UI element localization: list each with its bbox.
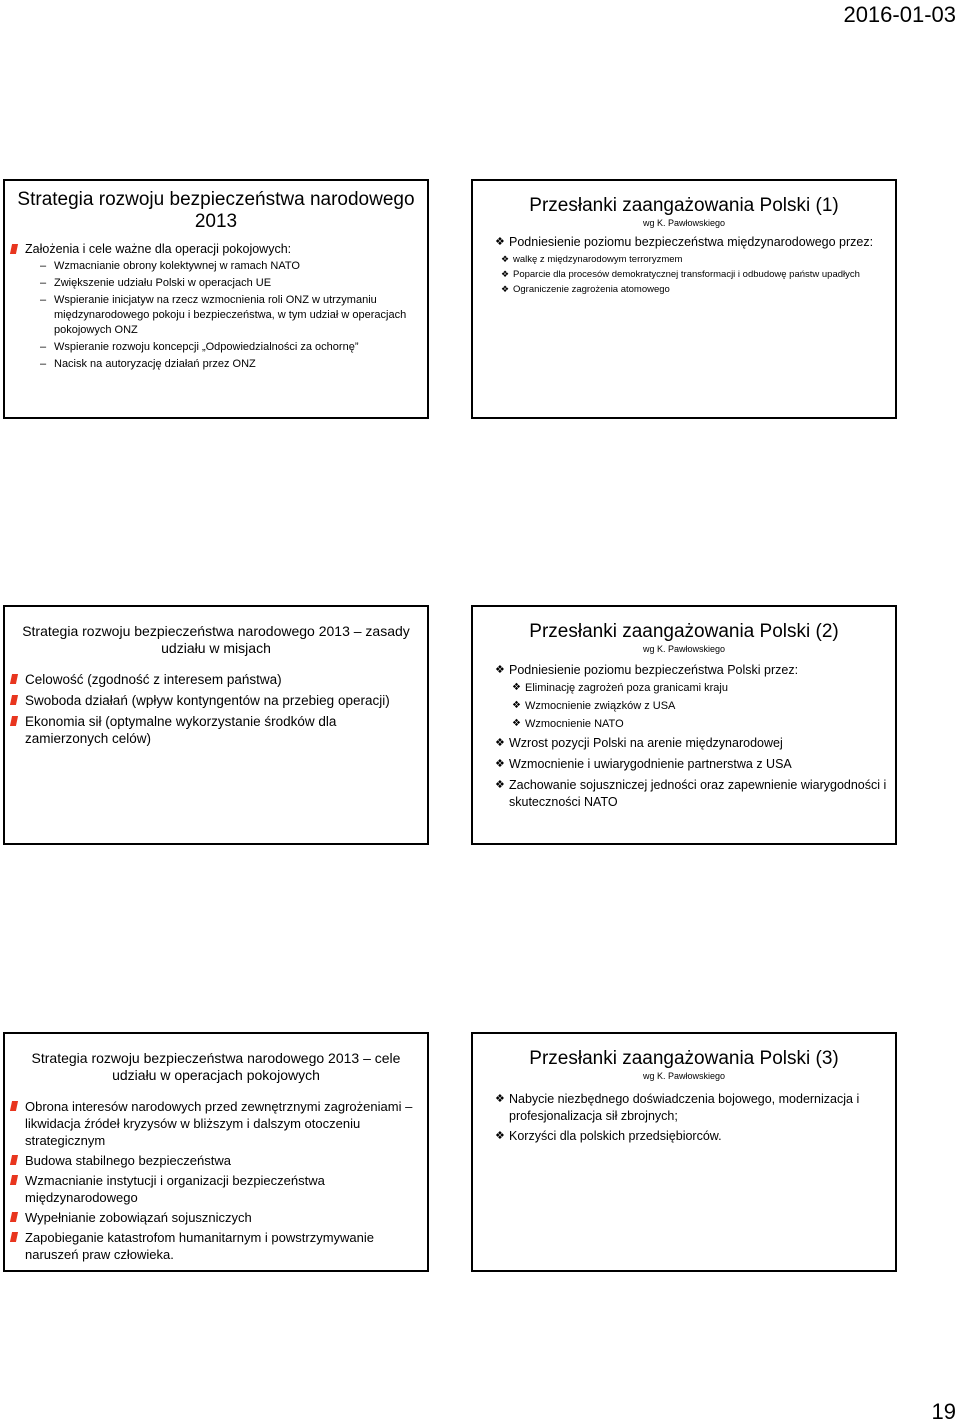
- diamond-item: ❖ Podniesienie poziomu bezpieczeństwa międzynarodowego przez:: [495, 235, 874, 249]
- page-number: 19: [931, 1399, 956, 1424]
- diamond-bullet-icon: ❖: [495, 737, 505, 749]
- slide-title: Przesłanki zaangażowania Polski (1): [529, 195, 839, 216]
- slide-title: Strategia rozwoju bezpieczeństwa narodowego 2013 – zasady udziału w misjach: [22, 623, 410, 656]
- slide-title: Przesłanki zaangażowania Polski (3): [529, 1048, 839, 1069]
- diamond-bullet-icon: ❖: [512, 700, 521, 711]
- slide-1: [3, 179, 429, 419]
- bullet-item: Założenia i cele ważne dla operacji pokojowych:: [5, 241, 417, 257]
- diamond-bullet-icon: ❖: [512, 718, 521, 729]
- bullet-marker-icon: [10, 695, 18, 705]
- bullet-item: Budowa stabilnego bezpieczeństwa: [5, 1152, 417, 1169]
- sub-item: – Wzmacnianie obrony kolektywnej w ramach NATO: [40, 260, 300, 272]
- bullet-item: Zapobieganie katastrofom humanitarnym i powstrzymywanie naruszeń praw człowieka.: [5, 1229, 417, 1263]
- slide-4: [471, 605, 897, 845]
- sub-item: – Wspieranie rozwoju koncepcji „Odpowiedzialności za ochornę”: [40, 341, 359, 353]
- bullet-marker-icon: [10, 716, 18, 726]
- bullet-marker-icon: [10, 1101, 18, 1111]
- bullet-marker-icon: [10, 1212, 18, 1222]
- diamond-bullet-icon: ❖: [495, 664, 505, 676]
- bullet-item: Celowość (zgodność z interesem państwa): [5, 671, 417, 688]
- diamond-item: ❖ Zachowanie sojuszniczej jedności oraz zapewnienie wiarygodności i skuteczności NATO: [495, 778, 887, 809]
- diamond-bullet-icon: ❖: [495, 1093, 505, 1105]
- bullet-marker-icon: [10, 674, 18, 684]
- slide-subtitle: wg K. Pawłowskiego: [642, 218, 726, 228]
- diamond-bullet-icon: ❖: [501, 284, 510, 294]
- diamond-item: ❖ Korzyści dla polskich przedsiębiorców.: [495, 1129, 722, 1143]
- diamond-item: ❖ Nabycie niezbędnego doświadczenia bojowego, modernizacja i profesjonalizacja sił zbrojnych;: [495, 1092, 860, 1123]
- diamond-bullet-icon: ❖: [501, 254, 510, 264]
- slide-subtitle: wg K. Pawłowskiego: [642, 1071, 726, 1081]
- bullet-marker-icon: [10, 1232, 18, 1242]
- slide-subtitle: wg K. Pawłowskiego: [642, 644, 726, 654]
- slide-title: Przesłanki zaangażowania Polski (2): [529, 621, 839, 642]
- diamond-item: ❖ Wzrost pozycji Polski na arenie międzynarodowej: [495, 736, 783, 750]
- bullet-marker-icon: [10, 244, 18, 254]
- bullet-item: Wzmacnianie instytucji i organizacji bezpieczeństwa międzynarodowego: [5, 1172, 417, 1206]
- diamond-bullet-icon: ❖: [495, 236, 505, 248]
- bullet-item: Swoboda działań (wpływ kontyngentów na przebieg operacji): [5, 692, 417, 709]
- diamond-item: ❖ Wzmocnienie i uwiarygodnienie partnerstwa z USA: [495, 757, 792, 771]
- slide-6: [471, 1032, 897, 1272]
- sub-item: – Zwiększenie udziału Polski w operacjach UE: [40, 277, 272, 289]
- diamond-bullet-icon: ❖: [495, 758, 505, 770]
- sub-item: ❖ Eliminację zagrożeń poza granicami kraju: [473, 679, 885, 697]
- sub-item: – Wspieranie inicjatyw na rzecz wzmocnienia roli ONZ w utrzymaniu międzynarodowego pokoju i bezpieczeństwa, w tym udział w operacjach pokojowych ONZ: [40, 294, 407, 336]
- sub-item: ❖ Ograniczenie zagrożenia atomowego: [501, 284, 670, 295]
- bullet-item: Ekonomia sił (optymalne wykorzystanie środków dla zamierzonych celów): [5, 713, 417, 747]
- slide-5: [3, 1032, 429, 1272]
- sub-item: ❖ Wzmocnienie związków z USA: [473, 697, 885, 715]
- bullet-marker-icon: [10, 1175, 18, 1185]
- bullet-item: Obrona interesów narodowych przed zewnętrznymi zagrożeniami – likwidacja źródeł kryzysów w bliższym i dalszym otoczeniu strategicznym: [5, 1098, 417, 1149]
- page-date: 2016-01-03: [843, 2, 956, 27]
- diamond-bullet-icon: ❖: [512, 682, 521, 693]
- slide-3: [3, 605, 429, 845]
- slide-title: Strategia rozwoju bezpieczeństwa narodowego 2013 – cele udziału w operacjach pokojowych: [31, 1050, 401, 1083]
- diamond-bullet-icon: ❖: [495, 1130, 505, 1142]
- diamond-item: ❖ Podniesienie poziomu bezpieczeństwa Polski przez:: [495, 663, 799, 677]
- slide-2: [471, 179, 897, 419]
- sub-item: – Nacisk na autoryzację działań przez ONZ: [40, 358, 256, 370]
- bullet-item: Wypełnianie zobowiązań sojuszniczych: [5, 1209, 417, 1226]
- bullet-marker-icon: [10, 1155, 18, 1165]
- sub-item: ❖ walkę z międzynarodowym terroryzmem: [501, 254, 683, 265]
- diamond-bullet-icon: ❖: [495, 779, 505, 791]
- slide-title: Strategia rozwoju bezpieczeństwa narodowego 2013: [17, 189, 415, 232]
- sub-item: ❖ Wzmocnienie NATO: [473, 715, 885, 733]
- sub-item: ❖ Poparcie dla procesów demokratycznej transformacji i odbudowę państw upadłych: [501, 269, 860, 280]
- diamond-bullet-icon: ❖: [501, 269, 510, 279]
